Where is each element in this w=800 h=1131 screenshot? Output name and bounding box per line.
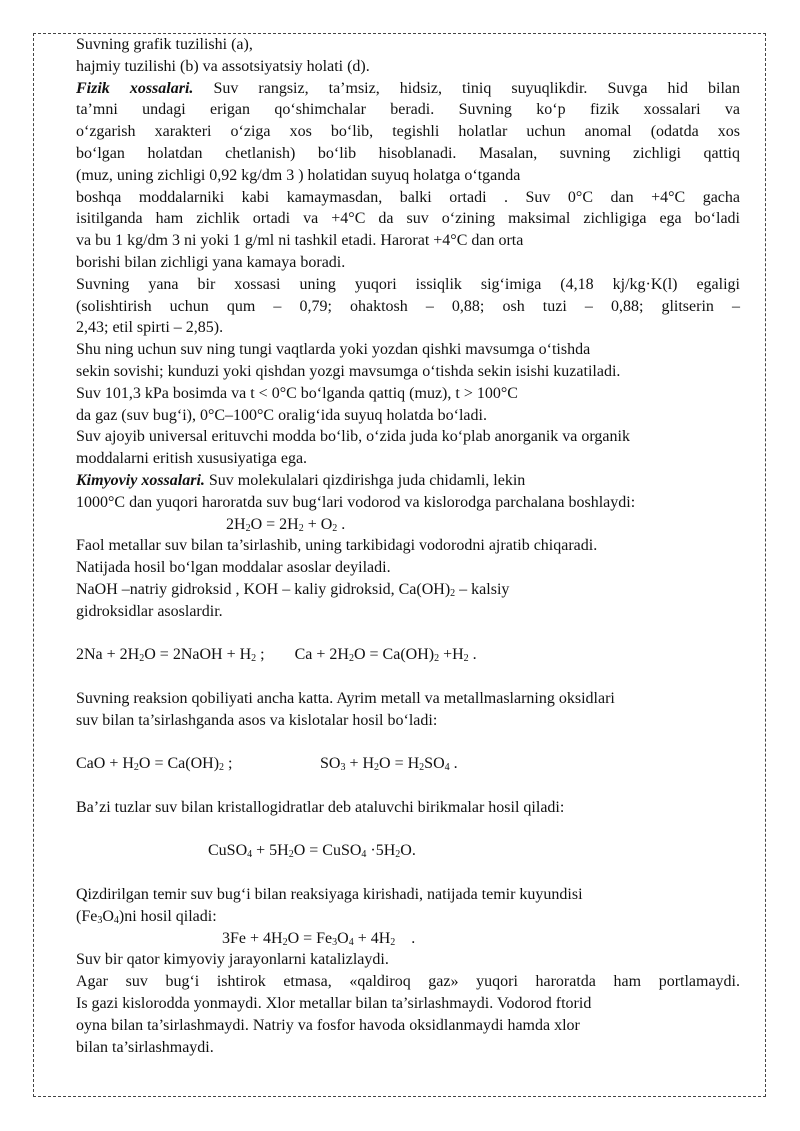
equation-row-oxides <box>76 753 740 775</box>
text-line: sekin sovishi; kunduzi yoki qishdan yozgi mavsumga o‘tishda sekin isishi kuzatiladi. <box>76 362 621 380</box>
text-line: Suvning grafik tuzilishi (a), <box>76 36 253 53</box>
equation-water-decomposition: $2H_2O = 2H_2 + O_2$ . <box>226 515 346 534</box>
text-line: Suvning yana bir xossasi uning yuqori issiqlik sig‘imiga (4,18 kj/kg·K(l) egaligi <box>76 275 740 293</box>
equation-ca: $Ca + 2H_2O = Ca(OH)_2 +H_2$ . <box>294 646 477 665</box>
text-line: boshqa moddalarniki kabi kamaymasdan, balki ortadi . Suv 0°C dan +4°C gacha <box>76 188 740 206</box>
text-line: (solishtirish uchun qum – 0,79; ohaktosh – 0,88; osh tuzi – 0,88; glitserin – <box>76 297 740 315</box>
equation-na: $2Na + 2H_2O$ = 2NaOH + $H_2$ ; <box>76 646 265 665</box>
text-line <box>76 470 740 492</box>
text-line: isitilganda ham zichlik ortadi va +4°C da suv o‘zining maksimal zichligiga ega bo‘ladi <box>76 210 740 228</box>
blank-line <box>76 775 740 797</box>
text-line: borishi bilan zichligi yana kamaya boradi. <box>76 253 346 271</box>
text-span: Suv molekulalari qizdirishga juda chidamli, lekin <box>204 471 526 489</box>
text-line: ta’mni undagi erigan qo‘shimchalar beradi. Suvning ko‘p fizik xossalari va <box>76 101 740 119</box>
text-line: 2,43; etil spirti – 2,85). <box>76 319 224 337</box>
text-line: oyna bilan ta’sirlashmaydi. Natriy va fosfor havoda oksidlanmaydi hamda xlor <box>76 1016 580 1034</box>
text-line: Suvning reaksion qobiliyati ancha katta. Ayrim metall va metallmaslarning oksidlari <box>76 689 615 707</box>
text-line: Suv ajoyib universal erituvchi modda bo‘lib, o‘zida juda ko‘plab anorganik va organik <box>76 428 630 446</box>
text-line: Shu ning uchun suv ning tungi vaqtlarda yoki yozdan qishki mavsumga o‘tishda <box>76 341 591 359</box>
text-line: Is gazi kislorodda yonmaydi. Xlor metallar bilan ta’sirlashmaydi. Vodorod ftorid <box>76 995 592 1013</box>
text-line: bo‘lgan holatdan chetlanish) bo‘lib hisoblanadi. Masalan, suvning zichligi qattiq <box>76 144 740 162</box>
blank-line <box>76 862 740 884</box>
equation-cao: CaO + $H_2O = Ca(OH)_2$ ; <box>76 755 233 774</box>
text-line: Agar suv bug‘i ishtirok etmasa, «qaldiroq gaz» yuqori haroratda ham portlamaydi. <box>76 973 740 991</box>
blank-line <box>76 666 740 688</box>
blank-line <box>76 623 740 645</box>
equation-cuso4: CuSO$_4$ + $5H_2O$ = CuSO$_4$ $\cdot 5H_2O$. <box>208 842 416 861</box>
text-line: 1000°C dan yuqori haroratda suv bug‘lari vodorod va kislorodga parchalana boshlaydi: <box>76 493 636 511</box>
text-line: Ba’zi tuzlar suv bilan kristallogidratlar deb ataluvchi birikmalar hosil qiladi: <box>76 798 565 816</box>
section-title-physical: Fizik xossalari. <box>76 79 194 97</box>
text-line: moddalarni eritish xususiyatiga ega. <box>76 450 308 468</box>
blank-line <box>76 732 740 754</box>
text-line: $(Fe_3O_4)ni$ hosil qiladi: <box>76 907 217 926</box>
text-line: Suv bir qator kimyoviy jarayonlarni katalizlaydi. <box>76 951 389 969</box>
text-line <box>76 78 740 100</box>
blank-line <box>76 819 740 841</box>
equation-row-metals <box>76 644 740 666</box>
text-line: Suv 101,3 kPa bosimda va t < 0°C bo‘lganda qattiq (muz), t > 100°C <box>76 384 518 402</box>
text-line: Qizdirilgan temir suv bug‘i bilan reaksiyaga kirishadi, natijada temir kuyundisi <box>76 886 583 904</box>
text-line: o‘zgarish xarakteri o‘ziga xos bo‘lib, tegishli holatlar uchun anomal (odatda xos <box>76 123 740 141</box>
document-body <box>76 34 740 1058</box>
text-line: Natijada hosil bo‘lgan moddalar asoslar deyiladi. <box>76 559 391 577</box>
text-line: bilan ta’sirlashmaydi. <box>76 1038 214 1056</box>
equation-so3: $SO_3 + H_2O = H_2SO_4$ . <box>320 755 458 774</box>
text-line: hajmiy tuzilishi (b) va assotsiyatsiy holati (d). <box>76 57 370 75</box>
section-title-chemical: Kimyoviy xossalari. <box>76 471 205 489</box>
text-line: suv bilan ta’sirlashganda asos va kislotalar hosil bo‘ladi: <box>76 711 438 729</box>
text-line: da gaz (suv bug‘i), 0°C–100°C oralig‘ida suyuq holatda bo‘ladi. <box>76 406 487 424</box>
text-line: (muz, uning zichligi 0,92 kg/dm 3 ) holatidan suyuq holatga o‘tganda <box>76 166 521 184</box>
text-span: Suv rangsiz, ta’msiz, hidsiz, tiniq suyuqlikdir. Suvga hid bilan <box>193 79 740 97</box>
equation-fe: $3Fe + 4H_2O = Fe_3O_4 + 4H_2$ . <box>222 929 416 948</box>
text-line: va bu 1 kg/dm 3 ni yoki 1 g/ml ni tashkil etadi. Harorat +4°C dan orta <box>76 232 524 250</box>
text-line: NaOH –natriy gidroksid , KOH – kaliy gidroksid, $Ca(OH)_2$ – kalsiy <box>76 580 510 599</box>
text-line: Faol metallar suv bilan ta’sirlashib, uning tarkibidagi vodorodni ajratib chiqaradi. <box>76 537 598 555</box>
text-line: gidroksidlar asoslardir. <box>76 602 223 620</box>
